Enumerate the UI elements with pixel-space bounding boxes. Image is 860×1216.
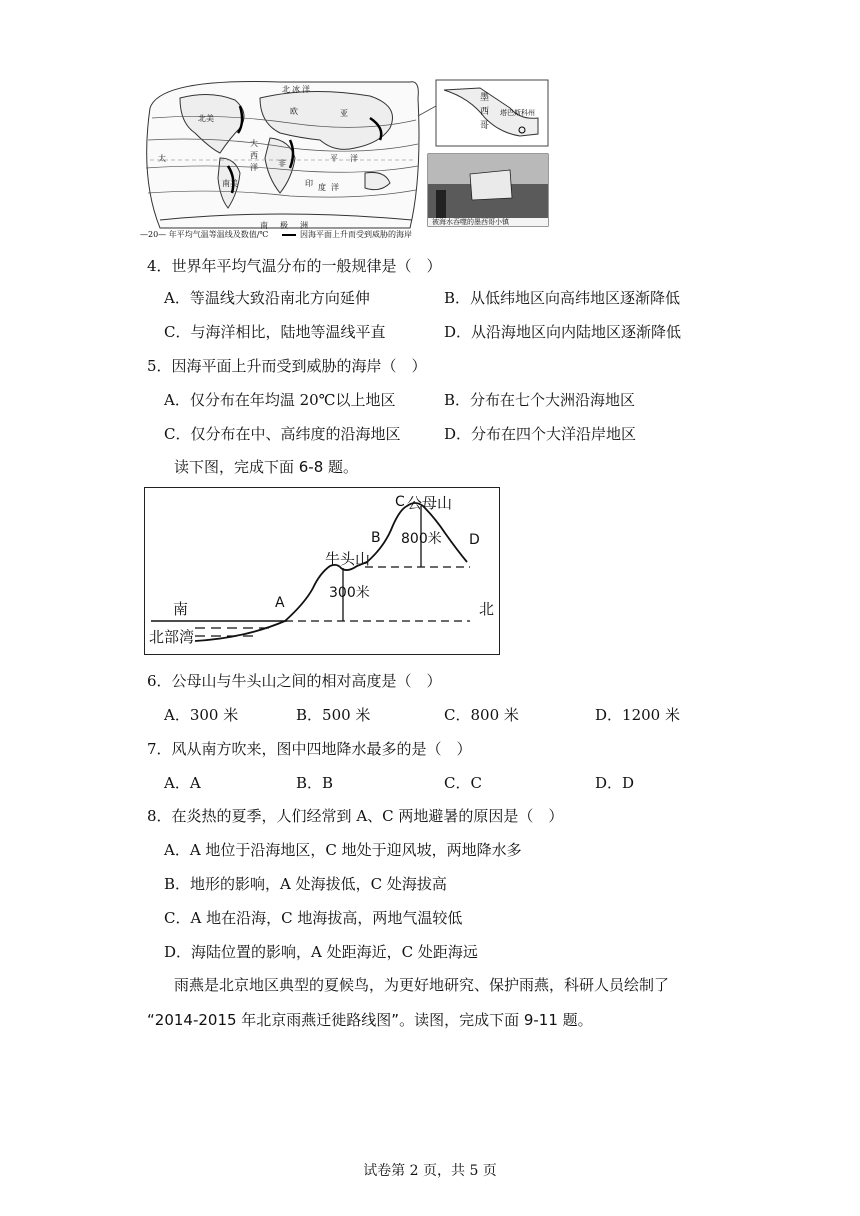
intro-9-11-line2: “2014-2015 年北京雨燕迁徙路线图”。读图，完成下面 9-11 题。 [147, 1011, 593, 1029]
question-4-stem: 4．世界年平均气温分布的一般规律是（ ） [147, 257, 442, 275]
map-label-ping: 平 [330, 154, 338, 163]
label-north: 北 [479, 600, 495, 618]
intro-9-11-line1: 雨燕是北京地区典型的夏候鸟，为更好地研究、保护雨燕，科研人员绘制了 [174, 976, 670, 994]
label-gongmu-mountain: 公母山 [407, 494, 453, 512]
question-4-option-d: D．从沿海地区向内陆地区逐渐降低 [444, 323, 682, 341]
map-label-beimei: 北美 [198, 114, 214, 123]
question-5-stem: 5．因海平面上升而受到威胁的海岸（ ） [147, 357, 427, 375]
question-8-stem: 8．在炎热的夏季，人们经常到 A、C 两地避暑的原因是（ ） [147, 807, 564, 825]
map-legend-isotherm: —20— 年平均气温等温线及数值/℃ [140, 230, 269, 239]
question-4-option-a: A．等温线大致沿南北方向延伸 [164, 289, 370, 307]
map-label-nan: 南 [260, 221, 268, 230]
world-map-figure [140, 78, 560, 240]
question-4-option-c: C．与海洋相比，陆地等温线平直 [164, 323, 386, 341]
label-point-b: B [371, 530, 381, 546]
map-label-ya: 亚 [340, 109, 348, 118]
map-label-yang1: 洋 [302, 85, 310, 94]
question-7-option-c: C．C [444, 774, 482, 792]
inset-label-ge: 哥 [480, 121, 490, 131]
question-8-option-a: A．A 地位于沿海地区，C 地处于迎风坡，两地降水多 [164, 841, 522, 859]
question-8-option-c: C．A 地在沿海，C 地海拔高，两地气温较低 [164, 909, 463, 927]
map-label-bei: 北 [282, 85, 290, 94]
map-label-da: 大 [250, 139, 258, 148]
label-beibu-bay: 北部湾 [149, 628, 195, 646]
question-7-option-a: A．A [164, 774, 201, 792]
page-footer: 试卷第 2 页，共 5 页 [363, 1163, 497, 1179]
photo-caption: 被海水吞噬的墨西哥小镇 [432, 218, 509, 226]
map-label-xi2: 西 [250, 151, 258, 160]
question-5-option-a: A．仅分布在年均温 20℃以上地区 [164, 391, 396, 409]
inset-label-xi: 西 [480, 107, 490, 117]
label-point-c: C [395, 494, 405, 510]
question-7-stem: 7．风从南方吹来，图中四地降水最多的是（ ） [147, 740, 472, 758]
map-label-zhou: 洲 [300, 221, 308, 230]
question-8-option-d: D．海陆位置的影响，A 处距海近，C 处距海远 [164, 943, 478, 961]
label-niutou-mountain: 牛头山 [325, 550, 371, 568]
label-height-300: 300米 [329, 585, 370, 601]
map-label-du: 度 [318, 183, 326, 192]
question-8-option-b: B．地形的影响，A 处海拔低，C 处海拔高 [164, 875, 447, 893]
question-5-option-c: C．仅分布在中、高纬度的沿海地区 [164, 425, 401, 443]
map-label-bing: 冰 [292, 85, 300, 94]
label-point-a: A [275, 595, 285, 611]
map-label-yang4: 洋 [331, 183, 339, 192]
question-6-option-c: C．800 米 [444, 706, 519, 724]
map-label-yang2: 洋 [350, 154, 358, 163]
map-label-yang3: 洋 [250, 163, 258, 172]
question-5-option-d: D．分布在四个大洋沿岸地区 [444, 425, 637, 443]
question-6-option-a: A．300 米 [164, 706, 239, 724]
map-legend-coast: 因海平面上升而受到威胁的海岸 [300, 230, 412, 239]
question-6-option-b: B．500 米 [296, 706, 371, 724]
label-south: 南 [173, 600, 189, 618]
inset-label-mo: 墨 [480, 93, 490, 103]
question-6-stem: 6．公母山与牛头山之间的相对高度是（ ） [147, 672, 442, 690]
map-legend-coast-line [282, 234, 296, 236]
terrain-profile-figure [144, 487, 500, 655]
map-label-ji: 极 [280, 221, 288, 230]
question-7-option-b: B．B [296, 774, 334, 792]
map-label-nanmei: 南美 [222, 179, 238, 188]
map-label-fei: 非 [278, 159, 286, 168]
map-label-ou: 欧 [290, 107, 298, 116]
question-6-option-d: D．1200 米 [595, 706, 680, 724]
label-point-d: D [469, 532, 480, 548]
intro-6-8: 读下图，完成下面 6-8 题。 [174, 458, 359, 476]
inset-label-tabasco: 塔巴斯科州 [500, 109, 535, 117]
question-5-option-b: B．分布在七个大洲沿海地区 [444, 391, 636, 409]
question-4-option-b: B．从低纬地区向高纬地区逐渐降低 [444, 289, 681, 307]
label-height-800: 800米 [401, 531, 442, 547]
map-label-tai: 太 [158, 154, 166, 163]
map-label-yin: 印 [305, 179, 313, 188]
question-7-option-d: D．D [595, 774, 635, 792]
